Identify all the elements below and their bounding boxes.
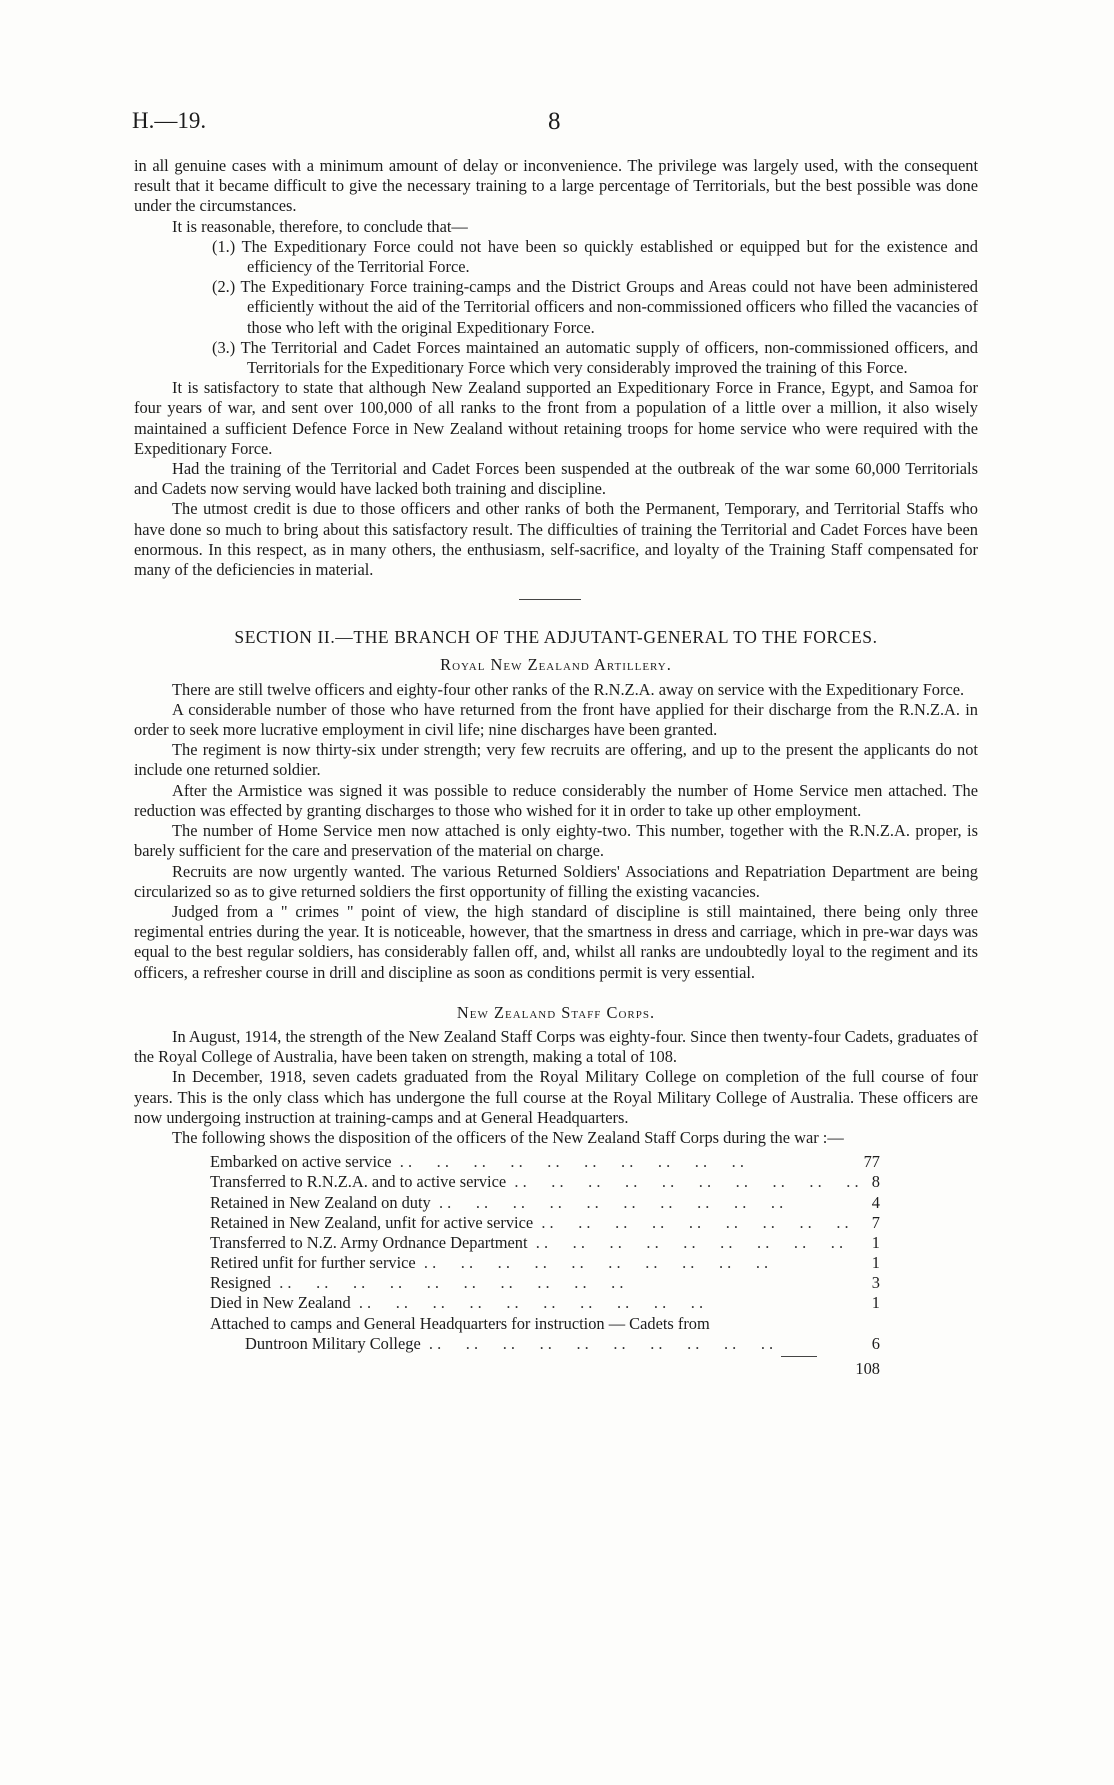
rnza-paragraph: The number of Home Service men now attached is only eighty-two. This number, together with the R.N.Z.A. proper, is barely sufficient for the care and preservation of the material on charge. <box>134 821 978 861</box>
conclusion-lead: It is reasonable, therefore, to conclude that— <box>172 216 468 236</box>
table-row <box>210 1273 880 1293</box>
table-row <box>210 1334 880 1354</box>
page-number: 8 <box>548 108 561 135</box>
rnza-paragraph: After the Armistice was signed it was possible to reduce considerably the number of Home Service men attached. The reduction was effected by granting discharges to those who wished for it in order to take up other employment. <box>134 780 978 820</box>
continuation-paragraph: in all genuine cases with a minimum amount of delay or inconvenience. The privilege was largely used, with the consequent result that it became difficult to give the necessary training to a large percentage of Territorials, but the best possible was done under the circumstances. <box>134 156 978 216</box>
spacer <box>134 983 978 1003</box>
nzsc-heading: New Zealand Staff Corps. <box>456 1002 656 1022</box>
rnza-paragraph: A considerable number of those who have returned from the front have applied for their discharge from the R.N.Z.A. in order to seek more lucrative employment in civil life; nine discharges have been granted. <box>134 699 978 740</box>
row-label: Resigned . . <box>210 1273 860 1293</box>
table-row <box>210 1193 880 1213</box>
rnza-paragraph: Judged from a " crimes " point of view, the high standard of discipline is still maintained, there being only three regimental entries during the year. It is noticeable, however, that the smartness in dress and carriage, which in pre-war days was equal to the best regular soldiers, has considerably fallen off, and, whilst all ranks are undoubtedly loyal to the regiment and its officers, a refresher course in drill and discipline as soon as conditions permit is very essential. <box>134 901 978 982</box>
row-value: 77 <box>863 1152 880 1172</box>
row-value: 3 <box>871 1273 880 1293</box>
row-value: 1 <box>871 1293 880 1313</box>
table-row <box>210 1293 880 1313</box>
row-value: 1 <box>871 1232 880 1252</box>
row-label: Transferred to R.N.Z.A. and to active service . . <box>210 1172 860 1192</box>
row-value: 8 <box>871 1172 880 1192</box>
conclusion-item-1: (1.) The Expeditionary Force could not have been so quickly established or equipped but for the existence and efficiency of the Territorial Force. <box>212 236 978 277</box>
row-value: 4 <box>871 1192 880 1212</box>
total-rule <box>781 1356 817 1357</box>
row-value: 6 <box>871 1333 880 1353</box>
page-header <box>132 108 982 138</box>
row-label: Retained in New Zealand on duty . . <box>210 1193 860 1213</box>
row-label: Retained in New Zealand, unfit for active service . . <box>210 1213 860 1233</box>
page-body <box>134 156 978 1381</box>
row-label: Died in New Zealand . . <box>210 1293 860 1313</box>
row-label: Attached to camps and General Headquarters for instruction — Cadets from <box>210 1313 710 1333</box>
row-label: Embarked on active service . . <box>210 1152 860 1172</box>
document-code: H.—19. <box>132 108 207 133</box>
row-label: Transferred to N.Z. Army Ordnance Department . . <box>210 1233 860 1253</box>
table-row <box>210 1172 880 1192</box>
nzsc-paragraph: In December, 1918, seven cadets graduated from the Royal Military College on completion of the full course of four years. This is the only class which has undergone the full course at the Royal Military College of Australia. These officers are now undergoing instruction at training-camps and at General Headquarters. <box>134 1067 978 1127</box>
table-total: 108 <box>855 1359 880 1379</box>
rnza-heading: Royal New Zealand Artillery. <box>440 655 672 675</box>
row-label: Retired unfit for further service . . <box>210 1253 860 1273</box>
row-label: Duntroon Military College . . <box>210 1334 860 1354</box>
body-paragraph: The utmost credit is due to those officers and other ranks of both the Permanent, Temporary, and Territorial Staffs who have done so much to bring about this satisfactory result. The difficulties of training the Territorial and Cadet Forces have been enormous. In this respect, as in many others, the enthusiasm, self-sacrifice, and loyalty of the Training Staff compensated for many of the deficiencies in material. <box>134 499 978 580</box>
rnza-paragraph: Recruits are now urgently wanted. The various Returned Soldiers' Associations and Repatriation Department are being circularized so as to give returned soldiers the first opportunity of filling the existing vacancies. <box>134 861 978 901</box>
body-paragraph: Had the training of the Territorial and Cadet Forces been suspended at the outbreak of the war some 60,000 Territorials and Cadets now serving would have lacked both training and discipline. <box>134 459 978 499</box>
section-heading: SECTION II.—THE BRANCH OF THE ADJUTANT-GENERAL TO THE FORCES. <box>234 627 878 648</box>
table-row <box>210 1233 880 1253</box>
section-divider <box>519 599 581 600</box>
row-value: 7 <box>871 1212 880 1232</box>
rnza-paragraph: The regiment is now thirty-six under strength; very few recruits are offering, and up to the present the applicants do not include one returned soldier. <box>134 740 978 780</box>
conclusion-item-2: (2.) The Expeditionary Force training-camps and the District Groups and Areas could not have been administered efficiently without the aid of the Territorial officers and non-commissioned officers who filled the vacancies of those who left with the original Expeditionary Force. <box>212 277 978 337</box>
table-row <box>210 1152 880 1172</box>
table-row <box>210 1253 880 1273</box>
conclusion-item-3: (3.) The Territorial and Cadet Forces maintained an automatic supply of officers, non-commissioned officers, and Territorials for the Expeditionary Force which very considerably improved the training of this Force. <box>212 337 978 378</box>
nzsc-paragraph: In August, 1914, the strength of the New Zealand Staff Corps was eighty-four. Since then twenty-four Cadets, graduates of the Royal College of Australia, have been taken on strength, making a total of 108. <box>134 1026 978 1067</box>
body-paragraph: It is satisfactory to state that although New Zealand supported an Expeditionary Force in France, Egypt, and Samoa for four years of war, and sent over 100,000 of all ranks to the front from a population of a little over a million, it also wisely maintained a sufficient Defence Force in New Zealand without retaining troops for home service who were required with the Expeditionary Force. <box>134 378 978 458</box>
rnza-paragraph: There are still twelve officers and eighty-four other ranks of the R.N.Z.A. away on service with the Expeditionary Force. <box>172 679 965 699</box>
row-value <box>860 1314 880 1334</box>
nzsc-paragraph: The following shows the disposition of the officers of the New Zealand Staff Corps during the war :— <box>172 1127 844 1147</box>
row-value: 1 <box>871 1253 880 1273</box>
table-row <box>210 1213 880 1233</box>
table-row <box>210 1314 880 1334</box>
disposition-table <box>210 1152 880 1354</box>
